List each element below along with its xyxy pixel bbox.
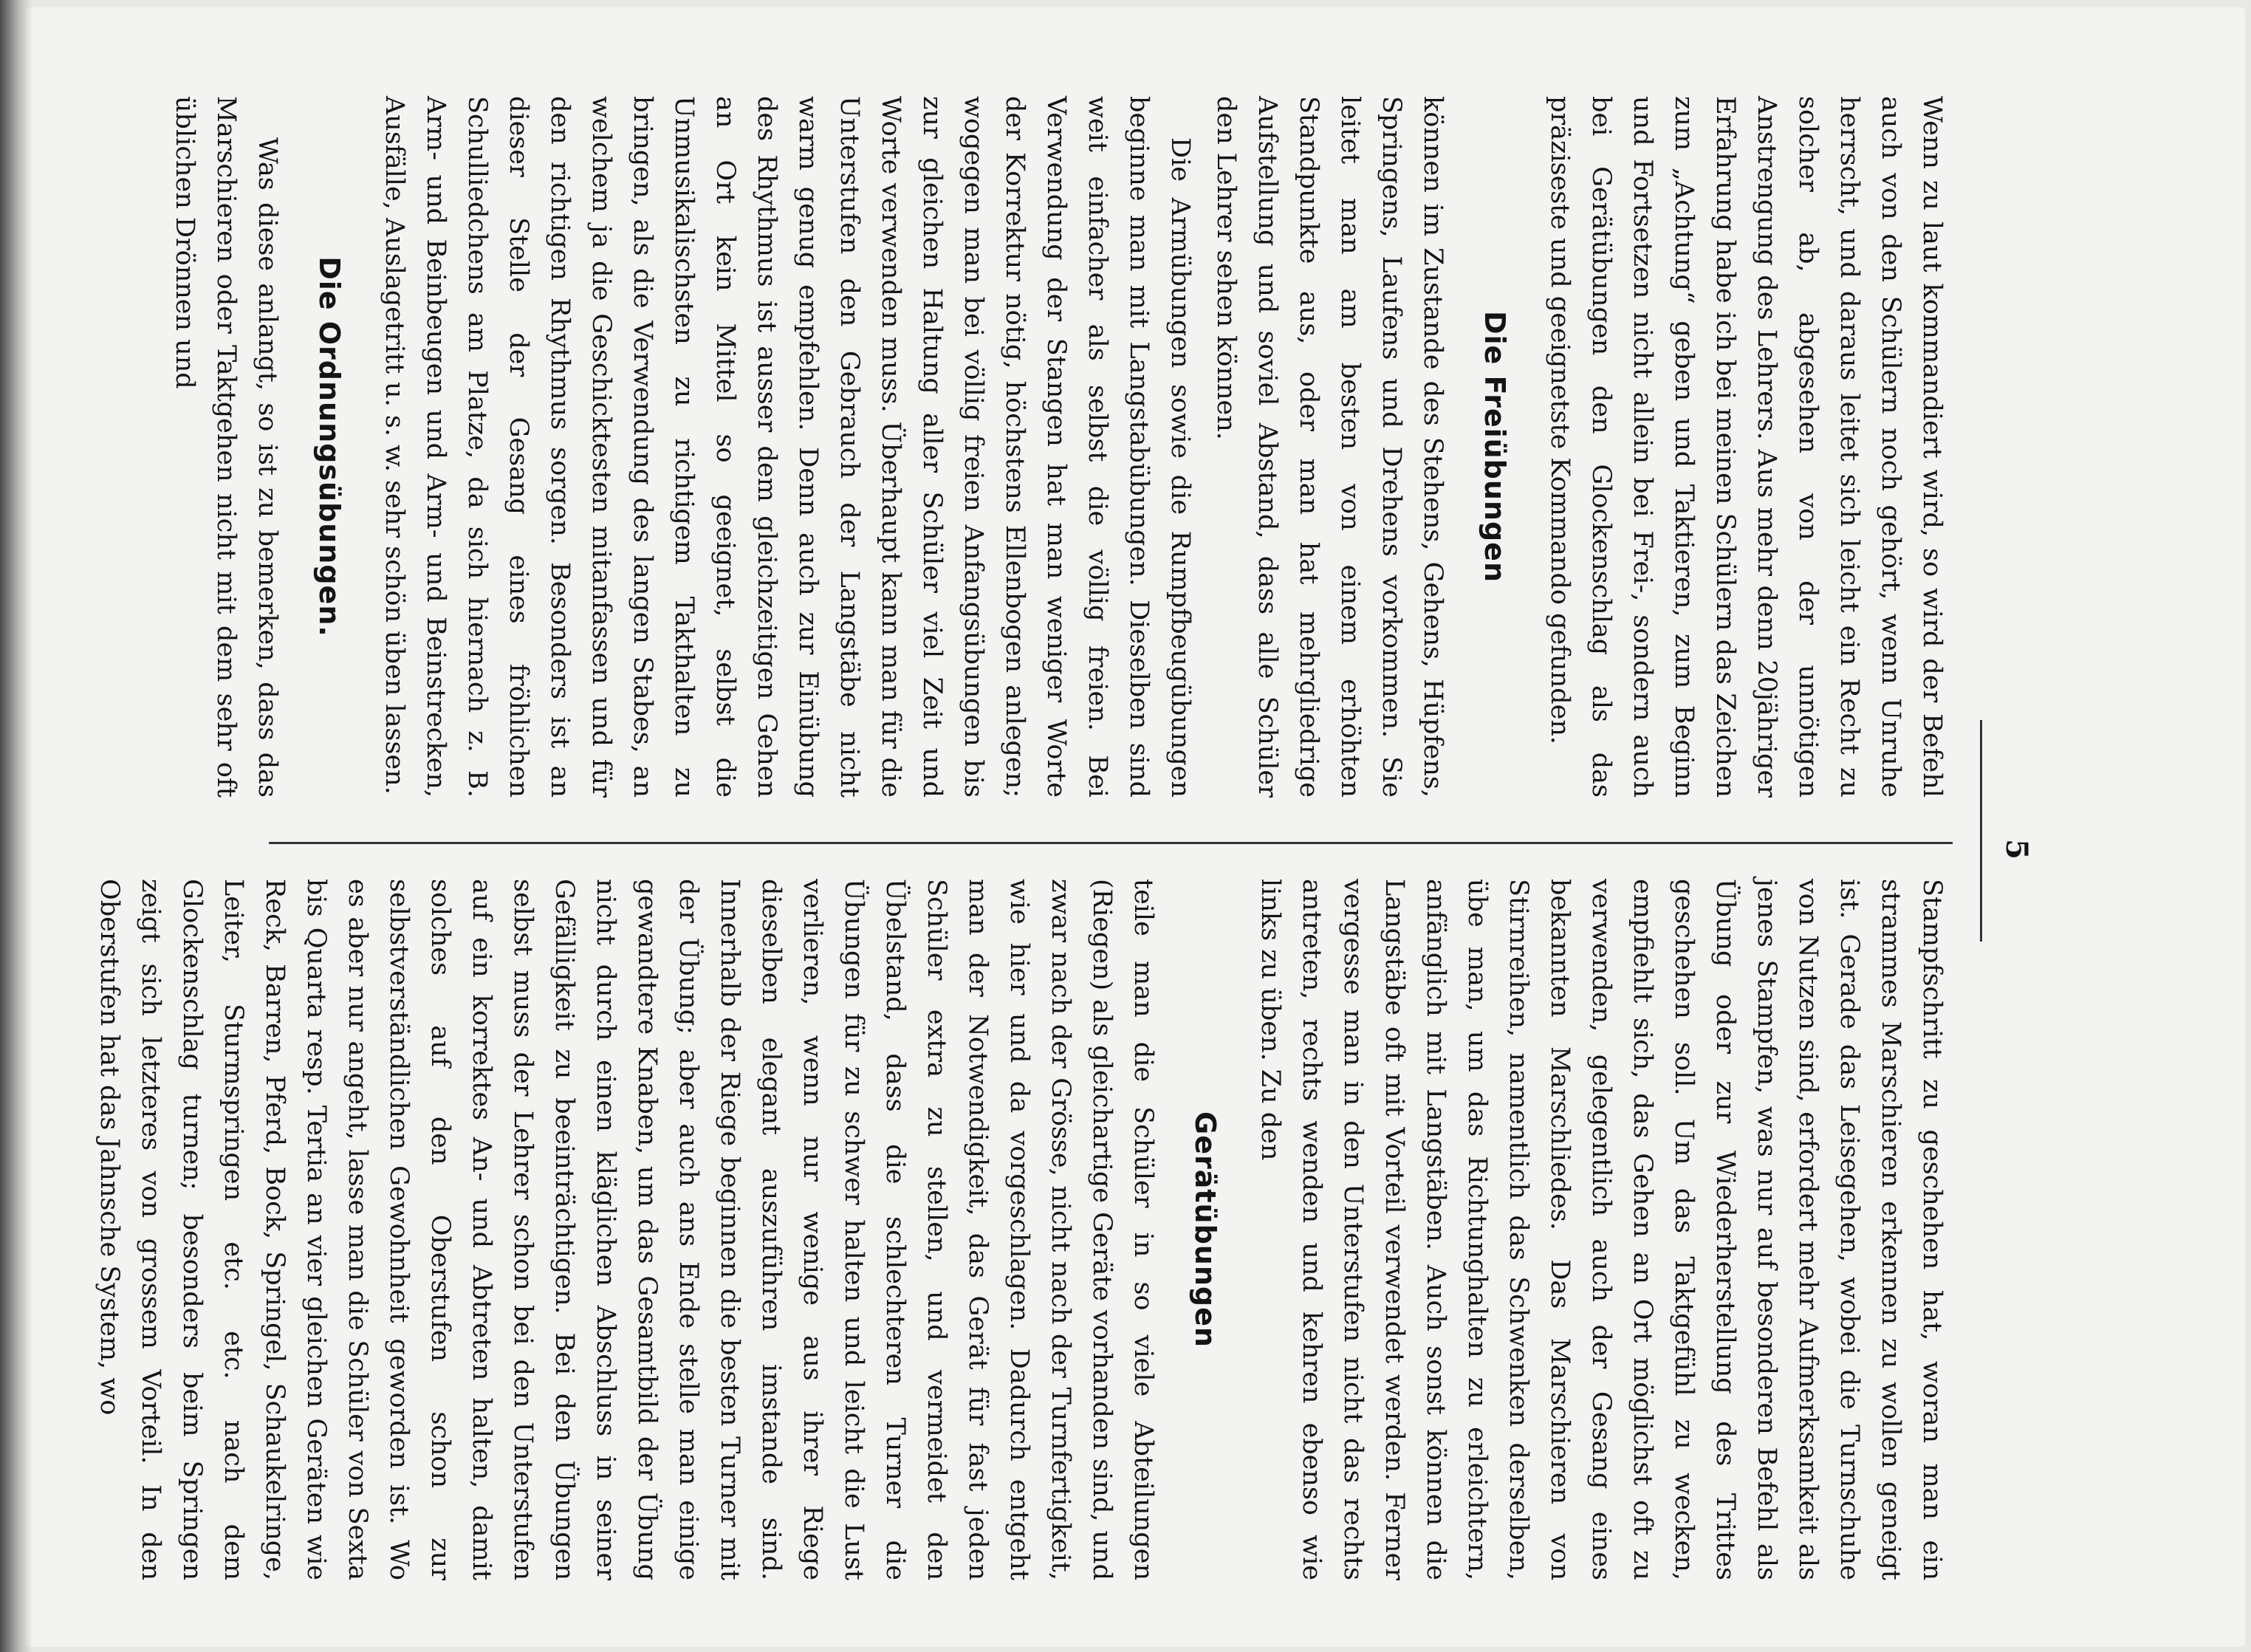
- left-paragraph-2: können im Zustande des Stehens, Gehens, Hüpfens, Springens, Laufens und Drehens vorkommen. Sie leitet man am besten von einem erhöhten Standpunkte aus, oder man hat mehrgliedrige Aufstellung und soviel Abstand, dass alle Schüler den Lehrer sehen können.: [1211, 96, 1447, 798]
- heading-ordnungsuebungen: Die Ordnungsübungen.: [313, 256, 346, 637]
- right-paragraph-2: teile man die Schüler in so viele Abteilungen (Riegen) als gleichartige Geräte vorhanden sind, und zwar nach der Grösse, nicht nach der Turnfertigkeit, wie hier und da vorgeschlagen. Dadurch entgeht man der Notwendigkeit, das Gerät für fast jeden Schüler extra zu stellen, und vermeidet den Übelstand, dass die schlechteren Turner die Übungen für zu schwer halten und leicht die Lust verlieren, wenn nur wenige aus ihrer Riege dieselben elegant auszuführen imstande sind. Innerhalb der Riege beginnen die besten Turner mit der Übung; aber auch ans Ende stelle man einige gewandtere Knaben, um das Gesamtbild der Übung nicht durch einen kläglichen Abschluss in seiner Gefälligkeit zu beeinträchtigen. Bei den Übungen selbst muss der Lehrer schon bei den Unterstufen auf ein korrektes An- und Abtreten halten, damit solches auf den Oberstufen schon zur selbstverständlichen Gewohnheit geworden ist. Wo es aber nur angeht, lasse man die Schüler von Sexta bis Quarta resp. Tertia an vier gleichen Geräten wie Reck, Barren, Pferd, Bock, Springel, Schaukelringe, Leiter, Sturmspringen etc. etc. nach dem Glockenschlag turnen; besonders beim Springen zeigt sich letzteres von grossem Vorteil. In den Oberstufen hat das Jahnsche System, wo: [95, 879, 1158, 1580]
- page-number-rule: [1980, 720, 1982, 942]
- column-divider: [269, 842, 1953, 844]
- right-paragraph-1: Stampfschritt zu geschehen hat, woran man ein strammes Marschieren erkennen zu wollen geneigt ist. Gerade das Leisegehen, wobei die Turnschuhe von Nutzen sind, erfordert mehr Aufmerksamkeit als jenes Stampfen, was nur auf besonderen Befehl als Übung oder zur Wiederherstellung des Trittes geschehen soll. Um das Taktgefühl zu wecken, empfiehlt sich, das Gehen an Ort möglichst oft zu verwenden, gelegentlich auch der Gesang eines bekannten Marschliedes. Das Marschieren von Stirnreihen, namentlich das Schwenken derselben, übe man, um das Richtunghalten zu erleichtern, anfänglich mit Langstäben. Auch sonst können die Langstäbe oft mit Vorteil verwendet werden. Ferner vergesse man in den Unterstufen nicht das rechts antreten, rechts wenden und kehren ebenso wie links zu üben. Zu den: [1255, 879, 1947, 1580]
- heading-geraetuebungen: Gerätübungen: [1189, 1111, 1222, 1348]
- page-number: 5: [1999, 839, 2034, 860]
- binding-shadow: [0, 0, 32, 1652]
- right-column: [95, 879, 1953, 1580]
- left-column: [170, 96, 1953, 798]
- left-paragraph-4: Was diese anlangt, so ist zu bemerken, dass das Marschieren oder Taktgehen nicht mit dem sehr oft üblichen Drönnen und: [170, 96, 282, 798]
- left-paragraph-1: Wenn zu laut kommandiert wird, so wird der Befehl auch von den Schülern noch gehört, wenn Unruhe herrscht, und daraus leitet sich leicht ein Recht zu solcher ab, abgesehen von der unnötigen Anstrengung des Lehrers. Aus mehr denn 20jähriger Erfahrung habe ich bei meinen Schülern das Zeichen zum „Achtung“ geben und Taktieren, zum Beginn und Fortsetzen nicht allein bei Frei-, sondern auch bei Gerätübungen den Glockenschlag als das präziseste und geeignetste Kommando gefunden.: [1545, 96, 1947, 798]
- heading-freiuebungen: Die Freiübungen: [1479, 310, 1511, 583]
- left-paragraph-3: Die Armübungen sowie die Rumpfbeugübungen beginne man mit Langstabübungen. Dieselben sind weit einfacher als selbst die völlig freien. Bei Verwendung der Stangen hat man weniger Worte der Korrektur nötig, höchstens Ellenbogen anlegen; wogegen man bei völlig freien Anfangsübungen bis zur gleichen Haltung aller Schüler viel Zeit und Worte verwenden muss. Überhaupt kann man für die Unterstufen den Gebrauch der Langstäbe nicht warm genug empfehlen. Denn auch zur Einübung des Rhythmus ist ausser dem gleichzeitigen Gehen an Ort kein Mittel so geeignet, selbst die Unmusikalischsten zu richtigem Takthalten zu bringen, als die Verwendung des langen Stabes, an welchem ja die Geschicktesten mitanfassen und für den richtigen Rhythmus sorgen. Besonders ist an dieser Stelle der Gesang eines fröhlichen Schulliedchens am Platze, da sich hiernach z. B. Arm- und Beinbeugen und Arm- und Beinstrecken, Ausfälle, Auslagetritt u. s. w. sehr schön üben lassen.: [380, 96, 1195, 798]
- rotated-page: [95, 96, 2049, 1603]
